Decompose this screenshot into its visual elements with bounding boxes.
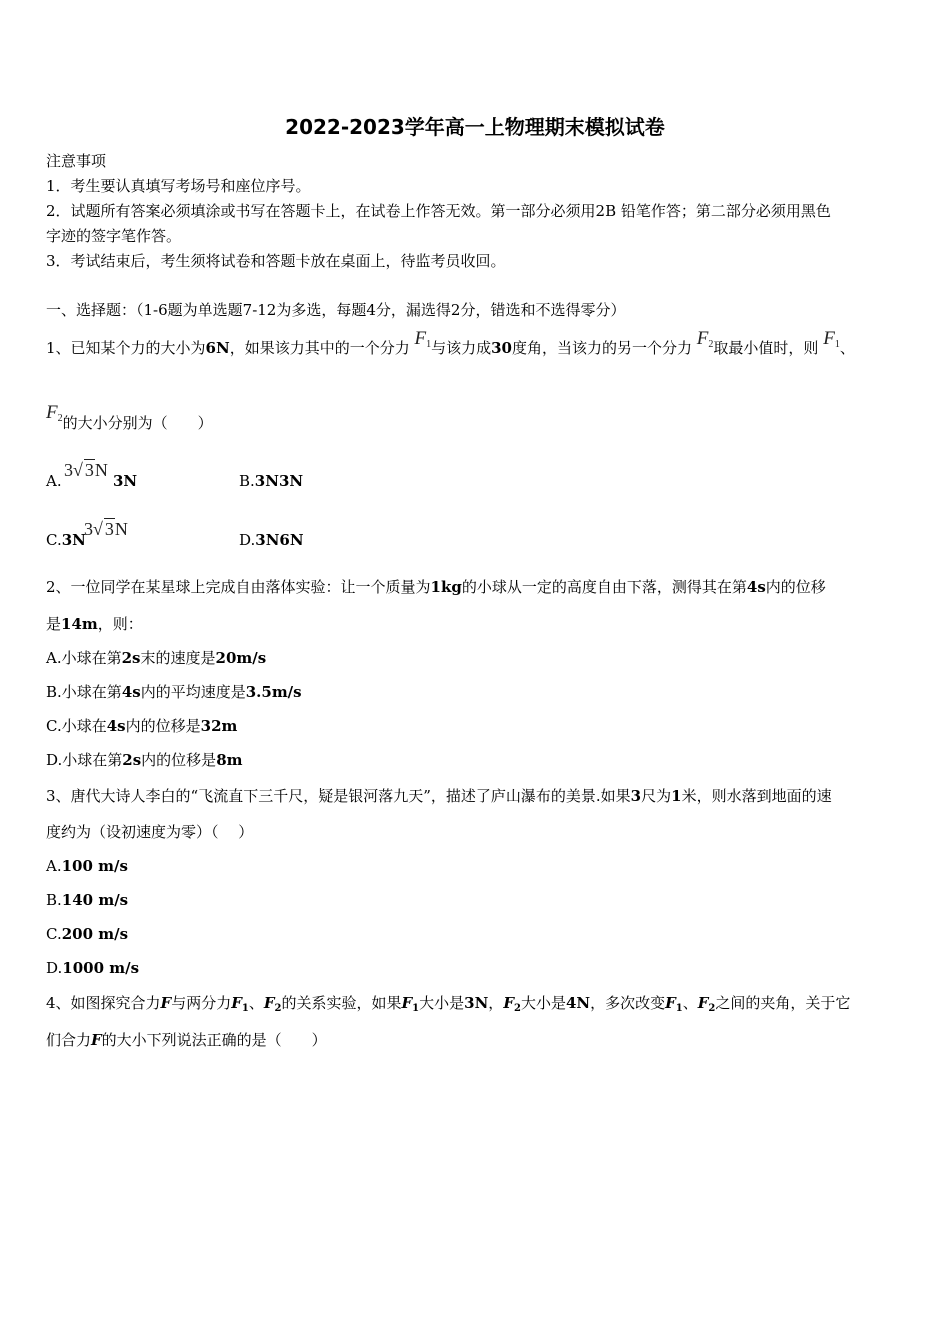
q3-option-d[interactable]: D.1000 m/s: [46, 959, 140, 977]
section-heading: 一、选择题：（1-6题为单选题7-12为多选，每题4分，漏选得2分，错选和不选得零分）: [46, 301, 626, 319]
question-3-line-1: 3、唐代大诗人李白的“飞流直下三千尺，疑是银河落九天”，描述了庐山瀑布的美景.如果3尺为1米，则水落到地面的速: [46, 787, 832, 805]
math-f1: $F_1$: [414, 328, 432, 350]
q2-option-a[interactable]: A.小球在第2s末的速度是20m/s: [46, 649, 267, 667]
question-1-line-2: $F_2$的大小分别为（ ）: [46, 402, 213, 432]
notice-item-3: 3．考试结束后，考生须将试卷和答题卡放在桌面上，待监考员收回。: [46, 252, 506, 270]
q1-option-a[interactable]: A.: [46, 472, 62, 490]
question-4-line-2: 们合力F的大小下列说法正确的是（ ）: [46, 1031, 327, 1049]
question-1-line-1: 1、已知某个力的大小为6N，如果该力其中的一个分力 $F_1$与该力成30度角，当该力的另一个分力 $F_2$取最小值时，则 $F_1$、: [46, 328, 855, 357]
page-title: 2022-2023学年高一上物理期末模拟试卷: [285, 115, 665, 139]
notice-item-1: 1．考生要认真填写考场号和座位序号。: [46, 177, 311, 195]
question-2-line-2: 是14m，则：: [46, 615, 143, 633]
notice-item-2: 2．试题所有答案必须填涂或书写在答题卡上，在试卷上作答无效。第一部分必须用2B 铅笔作答；第二部分必须用黑色: [46, 202, 831, 220]
math-f2: $F_2$: [46, 402, 63, 424]
q1-option-b[interactable]: B.3N3N: [239, 472, 304, 490]
q2-option-b[interactable]: B.小球在第4s内的平均速度是3.5m/s: [46, 683, 302, 701]
q1-option-c-math: 3√ 3N: [84, 519, 128, 539]
q1-option-a-tail: 3N: [113, 472, 138, 490]
q3-option-b[interactable]: B.140 m/s: [46, 891, 129, 909]
q1-option-c[interactable]: C.3N: [46, 531, 86, 549]
notice-item-2-cont: 字迹的签字笔作答。: [46, 227, 182, 245]
question-4-line-1: 4、如图探究合力F与两分力$F_1$、$F_2$的关系实验，如果$F_1$大小是3N，$F_2$大小是4N，多次改变$F_1$、$F_2$之间的夹角，关于它: [46, 994, 851, 1014]
q1-option-a-math: 3√ 3N: [64, 460, 108, 480]
q2-option-d[interactable]: D.小球在第2s内的位移是8m: [46, 751, 243, 769]
q3-option-a[interactable]: A.100 m/s: [46, 857, 128, 875]
math-f2: $F_2$: [696, 328, 714, 350]
math-f1: $F_1$: [823, 328, 840, 350]
question-3-line-2: 度约为（设初速度为零）（ ）: [46, 823, 254, 841]
q3-option-c[interactable]: C.200 m/s: [46, 925, 129, 943]
notice-heading: 注意事项: [46, 152, 107, 170]
question-2-line-1: 2、一位同学在某星球上完成自由落体实验：让一个质量为1kg的小球从一定的高度自由下落，测得其在第4s内的位移: [46, 578, 826, 596]
q2-option-c[interactable]: C.小球在4s内的位移是32m: [46, 717, 238, 735]
q1-option-d[interactable]: D.3N6N: [239, 531, 304, 549]
